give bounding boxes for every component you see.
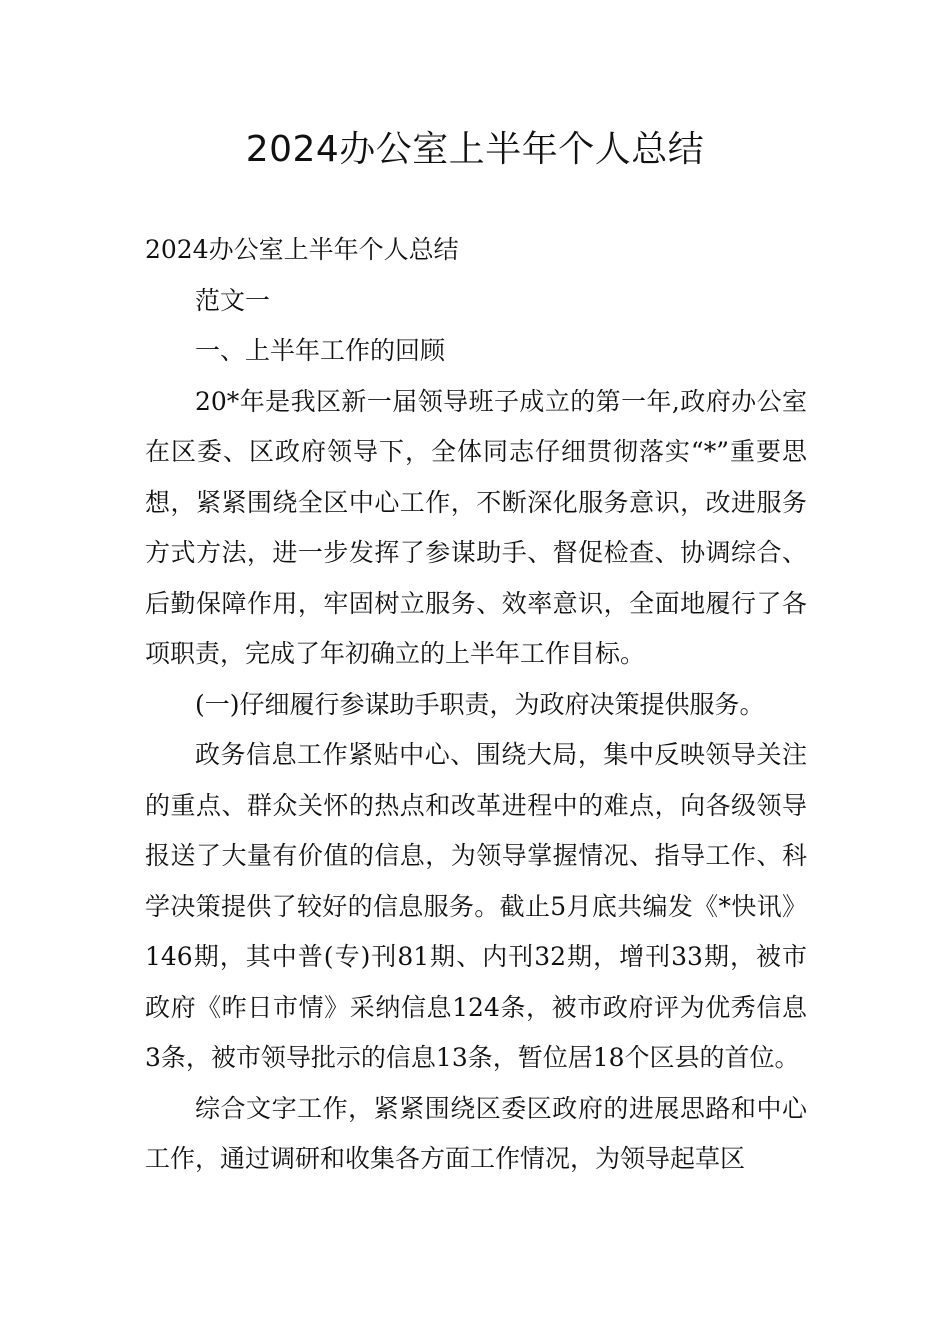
document-body	[145, 225, 807, 1185]
document-title: 2024办公室上半年个人总结	[245, 129, 705, 170]
subsection-heading: (一)仔细履行参谋助手职责，为政府决策提供服务。	[195, 689, 765, 719]
section-heading: 一、上半年工作的回顾	[195, 336, 446, 365]
sample-label: 范文一	[195, 285, 271, 315]
paragraph-intro: 20*年是我区新一届领导班子成立的第一年,政府办公室在区委、区政府领导下，全体同志仔细贯彻落实“*”重要思想，紧紧围绕全区中心工作，不断深化服务意识，改进服务方式方法，进一步发挥了参谋助手、督促检查、协调综合、后勤保障作用，牢固树立服务、效率意识，全面地履行了各项职责，完成了年初确立的上半年工作目标。	[145, 386, 807, 668]
body-heading: 2024办公室上半年个人总结	[145, 235, 459, 264]
paragraph-info-work: 政务信息工作紧贴中心、围绕大局，集中反映领导关注的重点、群众关怀的热点和改革进程中的难点，向各级领导报送了大量有价值的信息，为领导掌握情况、指导工作、科学决策提供了较好的信息服务。截止5月底共编发《*快讯》146期，其中普(专)刊81期、内刊32期，增刊33期，被市政府《昨日市情》采纳信息124条，被市政府评为优秀信息3条，被市领导批示的信息13条，暂位居18个区县的首位。	[145, 740, 807, 1072]
paragraph-writing-work: 综合文字工作，紧紧围绕区委区政府的进展思路和中心工作，通过调研和收集各方面工作情况，为领导起草区	[145, 1093, 807, 1173]
